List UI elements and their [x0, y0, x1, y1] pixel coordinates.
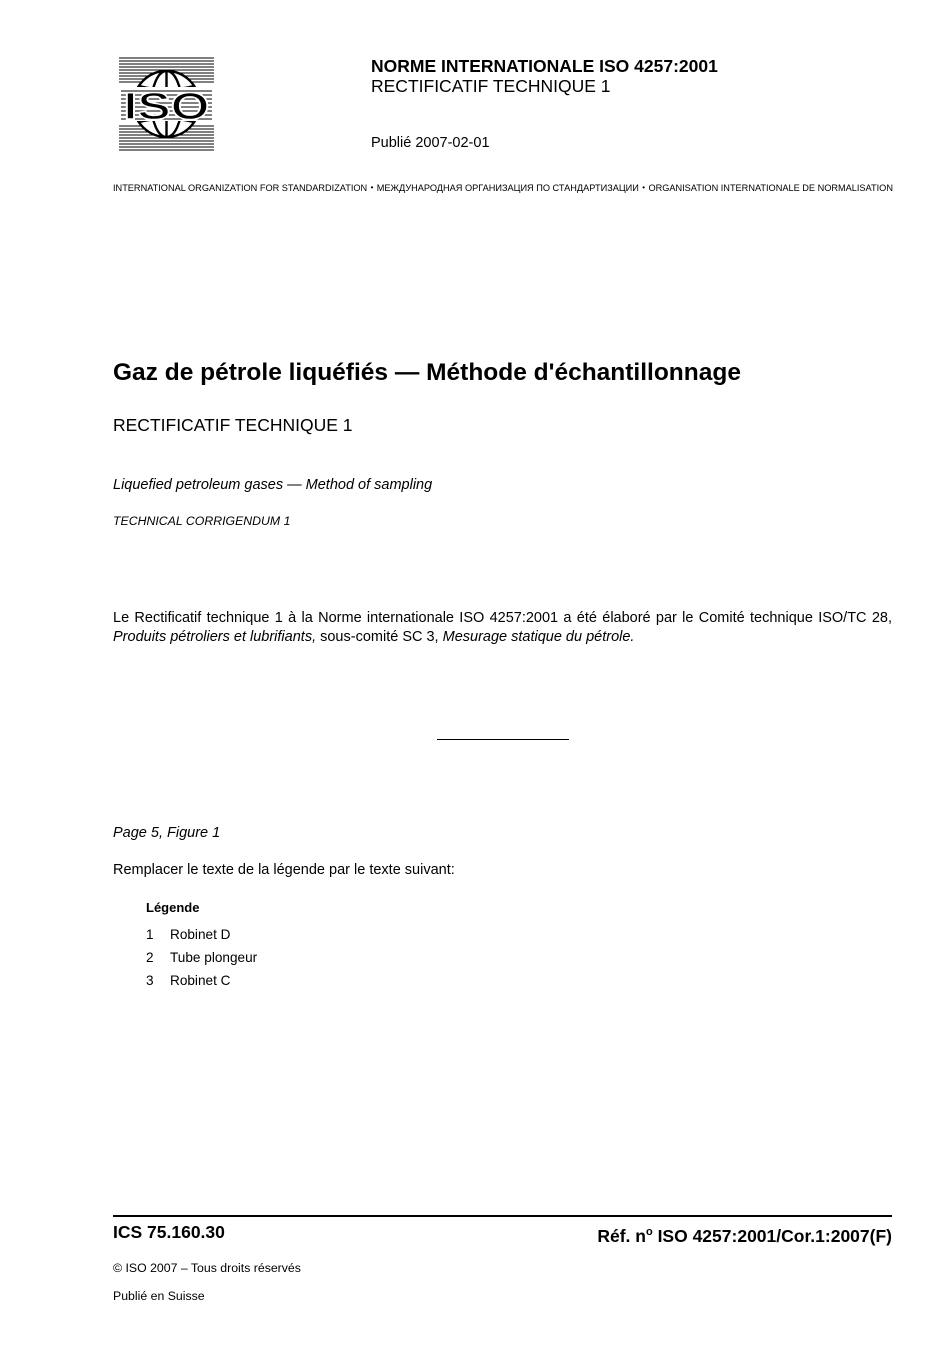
document-title-english: Liquefied petroleum gases — Method of sampling: [113, 477, 433, 493]
reference-prefix: Réf. n: [597, 1225, 646, 1246]
ics-code: ICS 75.160.30: [113, 1222, 225, 1242]
reference-superscript: o: [645, 1226, 653, 1238]
legend-item: [146, 949, 257, 966]
legend-item-number: 2: [146, 950, 154, 965]
publication-date: Publié 2007-02-01: [371, 135, 490, 151]
document-title: Gaz de pétrole liquéfiés — Méthode d'échantillonnage: [113, 359, 741, 386]
correction-reference: Page 5, Figure 1: [113, 825, 221, 841]
subcommittee-name: Mesurage statique du pétrole.: [442, 628, 635, 645]
reference-code: ISO 4257:2001/Cor.1:2007(F): [652, 1225, 892, 1246]
legend-item-number: 1: [146, 927, 154, 942]
document-subtitle: RECTIFICATIF TECHNIQUE 1: [113, 415, 353, 435]
footer-rule: [113, 1215, 892, 1217]
legend-item-text: Tube plongeur: [170, 950, 258, 965]
legend-item-text: Robinet C: [170, 973, 231, 988]
section-divider: [437, 739, 569, 740]
org-name-english: INTERNATIONAL ORGANIZATION FOR STANDARDIZATION: [113, 183, 368, 193]
org-separator-bullet: •: [642, 183, 646, 192]
org-name-russian: МЕЖДУНАРОДНАЯ ОРГАНИЗАЦИЯ ПО СТАНДАРТИЗАЦИИ: [376, 183, 639, 193]
logo-text: ISO: [123, 86, 210, 128]
published-in: Publié en Suisse: [113, 1289, 205, 1303]
org-name-french: ORGANISATION INTERNATIONALE DE NORMALISATION: [648, 183, 893, 193]
legend-item: [146, 972, 230, 989]
intro-text-part2: sous-comité SC 3,: [316, 628, 443, 645]
reference-number: [597, 1221, 892, 1247]
legend-title: Légende: [146, 900, 200, 915]
document-subtitle-english: TECHNICAL CORRIGENDUM 1: [113, 514, 291, 528]
standard-subtitle: RECTIFICATIF TECHNIQUE 1: [371, 76, 611, 96]
legend-item-number: 3: [146, 973, 154, 988]
intro-paragraph: [113, 609, 892, 646]
legend-item: [146, 926, 230, 943]
intro-text-part1: Le Rectificatif technique 1 à la Norme internationale ISO 4257:2001 a été élaboré par le Comité technique ISO/TC 28,: [113, 610, 892, 626]
organization-names: [113, 182, 893, 194]
org-separator-bullet: •: [370, 183, 374, 192]
legend-item-text: Robinet D: [170, 927, 231, 942]
committee-name: Produits pétroliers et lubrifiants,: [113, 628, 317, 645]
correction-instruction: Remplacer le texte de la légende par le texte suivant:: [113, 862, 455, 878]
iso-logo: [117, 56, 216, 152]
copyright-notice: © ISO 2007 – Tous droits réservés: [113, 1261, 301, 1275]
standard-title: NORME INTERNATIONALE ISO 4257:2001: [371, 56, 718, 76]
